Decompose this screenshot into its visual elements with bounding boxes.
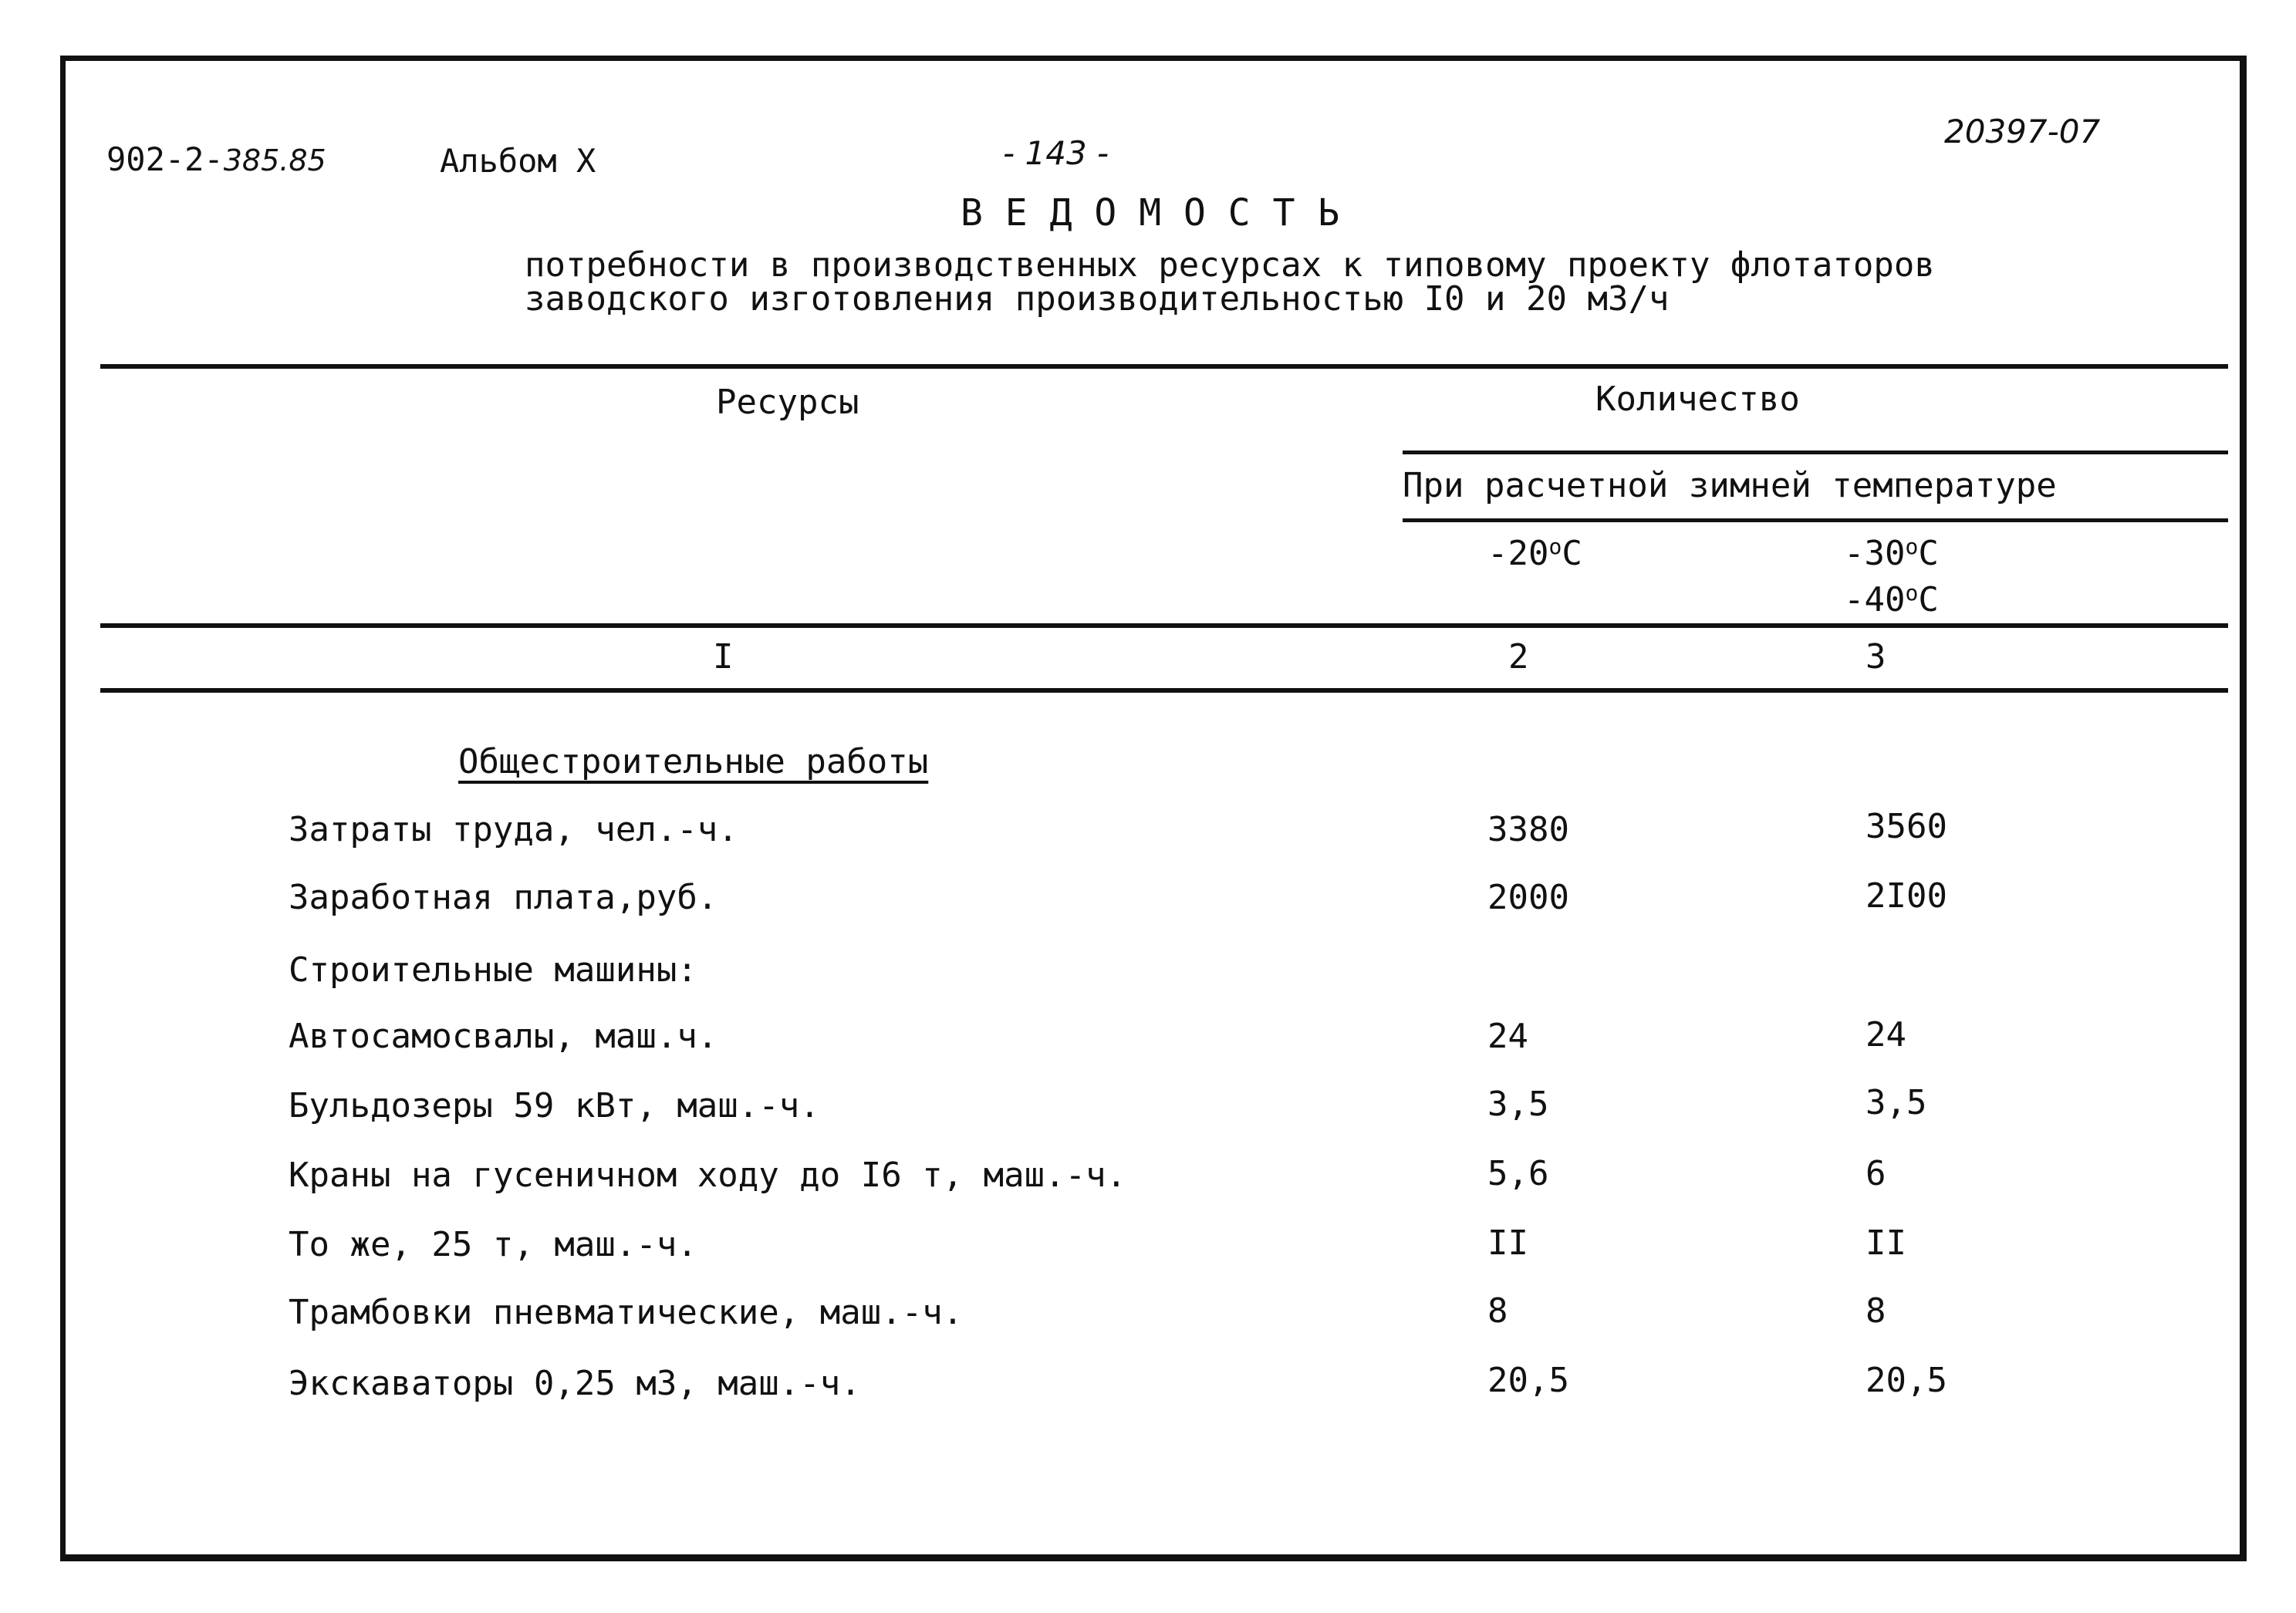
row-value-col3: 3,5 bbox=[1866, 1083, 1927, 1122]
temperature-col2-value: -20 bbox=[1487, 534, 1549, 573]
row-name: Строительные машины: bbox=[289, 950, 697, 990]
column-header-resources: Ресурсы bbox=[716, 383, 859, 422]
title-subline-2: заводского изготовления производительностью I0 и 20 м3/ч bbox=[525, 279, 1670, 319]
temperature-unit: C bbox=[1918, 580, 1939, 619]
row-name: Заработная плата,руб. bbox=[289, 878, 718, 917]
quantity-rule bbox=[1403, 450, 2228, 454]
column-number-1: I bbox=[713, 637, 734, 677]
inventory-number: 20397-07 bbox=[1944, 113, 2101, 150]
degree-sign: o bbox=[1905, 534, 1919, 559]
row-name: Затраты труда, чел.-ч. bbox=[289, 810, 738, 849]
album-label: Альбом X bbox=[440, 142, 596, 180]
doc-code-suffix: 385.85 bbox=[223, 143, 326, 177]
column-header-quantity: Количество bbox=[1595, 380, 1800, 419]
row-name: Краны на гусеничном ходу до I6 т, маш.-ч. bbox=[289, 1156, 1127, 1195]
row-value-col3: 20,5 bbox=[1866, 1361, 1947, 1400]
column-number-2: 2 bbox=[1508, 637, 1529, 677]
header-bottom-rule bbox=[100, 623, 2228, 628]
column-number-3: 3 bbox=[1866, 637, 1886, 677]
row-value-col3: 8 bbox=[1866, 1291, 1886, 1331]
column-numbers-rule bbox=[100, 688, 2228, 693]
row-value-col2: 3380 bbox=[1487, 810, 1569, 849]
temperature-col3-a bbox=[1844, 534, 1939, 573]
row-value-col3: 24 bbox=[1866, 1015, 1906, 1055]
section-title: Общестроительные работы bbox=[458, 742, 929, 781]
title-subline-1: потребности в производственных ресурсах к типовому проекту флотаторов bbox=[525, 245, 1935, 285]
row-name: Автосамосвалы, маш.ч. bbox=[289, 1017, 718, 1056]
document-title: В Е Д О М О С Т Ь bbox=[961, 191, 1340, 235]
doc-code bbox=[106, 140, 326, 178]
row-value-col2: 8 bbox=[1487, 1291, 1508, 1331]
temperature-col2 bbox=[1487, 534, 1582, 573]
row-name: То же, 25 т, маш.-ч. bbox=[289, 1225, 697, 1264]
table-top-rule bbox=[100, 364, 2228, 369]
row-value-col2: 2000 bbox=[1487, 878, 1569, 917]
degree-sign: o bbox=[1548, 534, 1562, 559]
row-name: Бульдозеры 59 кВт, маш.-ч. bbox=[289, 1086, 820, 1125]
temperature-col3-b-value: -40 bbox=[1844, 580, 1906, 619]
row-value-col3: 2I00 bbox=[1866, 876, 1947, 916]
page-number: - 143 - bbox=[1003, 134, 1109, 172]
row-value-col3: 6 bbox=[1866, 1154, 1886, 1193]
row-name: Экскаваторы 0,25 м3, маш.-ч. bbox=[289, 1364, 861, 1403]
subheader-winter-temperature: При расчетной зимней температуре bbox=[1403, 466, 2057, 505]
row-value-col2: II bbox=[1487, 1223, 1528, 1263]
subheader-rule bbox=[1403, 518, 2228, 522]
temperature-col3-a-value: -30 bbox=[1844, 534, 1906, 573]
degree-sign: o bbox=[1905, 580, 1919, 606]
row-value-col2: 24 bbox=[1487, 1017, 1528, 1056]
row-value-col2: 5,6 bbox=[1487, 1154, 1549, 1193]
row-value-col3: 3560 bbox=[1866, 807, 1947, 846]
row-value-col2: 3,5 bbox=[1487, 1085, 1549, 1124]
row-name: Трамбовки пневматические, маш.-ч. bbox=[289, 1293, 964, 1332]
temperature-unit: C bbox=[1562, 534, 1582, 573]
temperature-unit: C bbox=[1918, 534, 1939, 573]
doc-code-prefix: 902-2- bbox=[106, 140, 224, 178]
temperature-col3-b bbox=[1844, 580, 1939, 619]
row-value-col2: 20,5 bbox=[1487, 1361, 1569, 1400]
row-value-col3: II bbox=[1866, 1223, 1906, 1263]
